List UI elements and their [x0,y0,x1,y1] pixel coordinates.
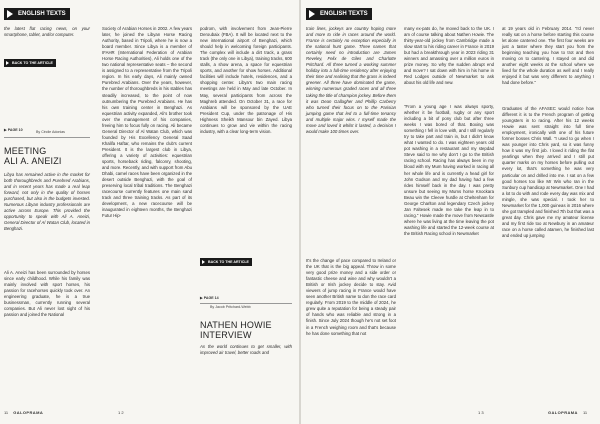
article-title-line1: MEETING [4,146,47,156]
footer-brand: GALOPRAMA [548,410,578,415]
back-to-article-button[interactable] [4,59,56,67]
page-tag-label: PAGE 14 [203,296,219,300]
byline: By Jacob Pritchard-Webb [210,305,251,309]
spine [299,0,301,424]
triangle-icon: ▶ [4,128,8,132]
arrow-icon [202,260,205,264]
arrow-icon [6,61,9,65]
article-2-body-col3-cont: Graduates of the AFASEC would notice how different it is to the French program of getting youngsters in to racing. After his 12 weeks Howie was sent straight into full time employment, ironically with one of his future former bosses Chris Wall. "I used to go when I was younger into Chris yard, so it was funny how it was my first job. I loved it riding the flat yearlings when they arrived and I still put quarter marks on my horses before pulling out every lot, that's something he was very particular on and drilled into me. I sat on a few good horses too like Mr Win who ran in the Sunbury cup handicap at Newmarket. One I had a lot to do with and rode every day was mix and mingle, she was special. I took her to Newmarket for the 1,000 guineas in 2016 where she got trampled and finished 7th but that was a great day. Chris gave me my amateur license and my first ride too at Newbury in an amateur race on a horse called atamen, he finished last and ended up jumping [502,106,594,238]
page-tag-label: PAGE 10 [7,128,23,132]
article-title-line2: ALI A. ANEIZI [4,156,62,166]
article-title-2 [200,320,272,340]
page-number: 11 [582,410,588,415]
article-2-lead: As the world continues to get smaller, with improved air travel, better roads and [200,344,292,356]
page-number-right: 1 2 [118,410,124,415]
triangle-icon [7,10,13,18]
article-2-body-col2-cont: "From a young age I was always sporty, whether it be football, rugby or any sport including a bit of pony club but after three weeks I was bored of that. Boxing was something I fell in love with, and I still regularly try to take part and train in, but I didn't know what I wanted to do. I was eighteen years old pot washing in a restaurant and my stepdad Steve said to me why don't I go to the British racing school. Racing has always been in my blood with my Mum having worked in racing all her whole life and is currently a head girl for John Godson and my dad having had a few rides himself back in the day. I was pretty unsure but seeing my Mums horse Knockara Beau win the Cleeve hurdle at Cheltenham for George Charlton and legendary Czech jockey Jan Faltesek made me take the leap in to racing." Howie made the move from Newcastle where he was living at the time leaving the pot washing life and started the 12-week course at the British Racing school in Newmarket [404,104,494,236]
section-header-right [306,8,372,20]
article-title [4,146,62,166]
page-footer-left [4,410,43,415]
divider [200,303,292,304]
article-2-body-col2: many ex-pats do, he moved back to the UK. I am of course talking about Nathen Howie. The thirty-year-old jockey from Cambridge made a slow start to his riding career in France in 2019 but had a breakthrough year in 2023 riding 31 winners and amassing over a million euros in prize money. So why the sudden abrupt end and move? I sat down with him in his home in Red Lodges outside of Newmarket to ask about his old life and new. [404,26,494,86]
section-header-label: ENGLISH TEXTS [18,11,66,17]
byline: By Cécile Adonias [36,130,65,134]
page-tag [4,128,23,132]
triangle-icon [309,10,315,18]
article-body-col2: Society of Arabian Horses in 2002. A few years later, he joined the Libyan Horse Racing Authority, based in Tripoli, where he is now a board member. Since Libya is a member of IFAHR (International Federation of Arabian Horse Racing Authorities), Ali holds one of the two national representative seats – the second is assigned to a representative from the Tripoli region. In his early days, Ali mainly owned Purebred Arabians. Over the years, however, the number of thoroughbreds in his stables has steadily increased, to the point of now outnumbering the Purebred Arabians. He has his own training center in Benghazi. As equestrian activity expanded, Ali's brother took over the management of his companies, freeing him to focus fully on racing. Ali became General Director of Al Watan Club, which was founded by His Excellency General Saad Khalifa Haftar, who remains the club's current President. It is the largest club in Libya, offering a variety of activities: equestrian sports, horseback riding, falconry, shooting, and more. Recently, and with support from Abu Dhabi, camel races have been organized in the desert outside Benghazi, with the goal of preserving local tribal traditions. The Benghazi racecourse currently features one main sand track and three training tracks. As part of its development, a new racecourse will be inaugurated in eighteen months, the Benghazi Futur Hip- [102,26,192,219]
article-title-2-line1: NATHEN HOWIE [200,320,272,330]
back-to-article-button[interactable] [200,258,252,266]
page-number: 11 [4,410,9,415]
page-footer-right [548,410,587,415]
article-2-body-col3: at 19 years old in February 2014. "I'd never really sat on a horse before starting this course let alone cantered one. The first four weeks are just a taster where they start you from the beginning teaching you how to trot and then moving on to cantering. I stayed on and did another eight weeks at the school where we lived for the whole duration as well and I really enjoyed it but was very different to anything I had done before." [502,26,594,86]
article-2-body-col1-cont: It's the change of pace compared to Ireland or the UK that is the big appeal. Throw in some very good prize money and a side order or fantastic cheese and wine and why wouldn't a British or Irish jockey decide to stay. Avid viewers of jump racing in France would have seen another British name to don the race card regularly. From 2019 to the middle of 2024, he grew quite a reputation for being a steady pair of hands who was reliable and strong in a finish. Since July 2024 though he's not set foot in a French weighing room and that's because he has done something that not [306,258,396,336]
section-header-label: ENGLISH TEXTS [320,11,368,17]
page-number-right-page: 1 3 [478,410,484,415]
intro-text: the latest flat racing news, on your smartphone, tablet, and/or computer. [4,26,90,38]
back-to-article-label: BACK TO THE ARTICLE [208,260,249,264]
back-to-article-label: BACK TO THE ARTICLE [12,61,53,65]
footer-brand: GALOPRAMA [13,410,44,415]
section-header-left [4,8,70,20]
triangle-icon: ▶ [200,296,204,300]
divider [4,137,90,138]
article-body-col3: podrom, with involvement from Jean-Pierre Deroubaix (FBA). It will be located next to the new international airport of Benghazi, which should help in welcoming foreign participants. The complex will include a dirt track, a grass track (the only one in Libya), training tracks, 600 stalls, a show arena, a space for equestrian sports, and another for show horses. Additional facilities will include hotels, residences, and a shopping center. Libya's two main racing meetings are held in May and late October. In May, several participants from across the Maghreb attended. On October 31, a race for Arabians will be sponsored by the UAE President Cup, under the patronage of His Highness Sheikh Mansour bin Zayed. Libya continues to grow and vie within the racing industry, with a clear long-term vision. [200,26,292,134]
article-title-2-line2: INTERVIEW [200,330,252,340]
article-2-body-col1: train lines, jockeys are country hoping more and more to ride in races around the world. France is certainly no exception especially in the national hunt game. Three names that certainly need no introduction are James Reveley, Felix de Giles and Charlotte Pritchard. All three turned a working summer holiday into a full-time residency after enjoying their time and realising that the grass is indeed greener. All three have dominated the game, winning numerous graded races and all three taking the title of champion jockey. Before them it was Dean Gallagher and Phillip Carberry who turned their focus on to the Parisian jumping game that led to a full-time tenancy and multiple major wins. I myself made the move and loved it whilst it lasted, a decision I would make 100 times over. [306,26,396,134]
page-tag [200,296,219,300]
article-lead: Libya has remained active in the market for both thoroughbreds and Purebred Arabians, and in recent years has made a real leap forward, not only in the quality of horses purchased, but also in the budgets invested. Numerous Libyan industry professionals are active across Europe. This provided the opportunity to speak with Ali A. Aneizi, General Director of Al Watan Club, located in Benghazi. [4,172,90,232]
article-body-col1: Ali A. Aneizi has been surrounded by horses since early childhood. While his family was mainly involved with sport horses, his passion for racehorses quickly took over. An engineering graduate, he is a true businessman, currently running several companies. But Ali never lost sight of his passion and joined the National [4,270,90,318]
